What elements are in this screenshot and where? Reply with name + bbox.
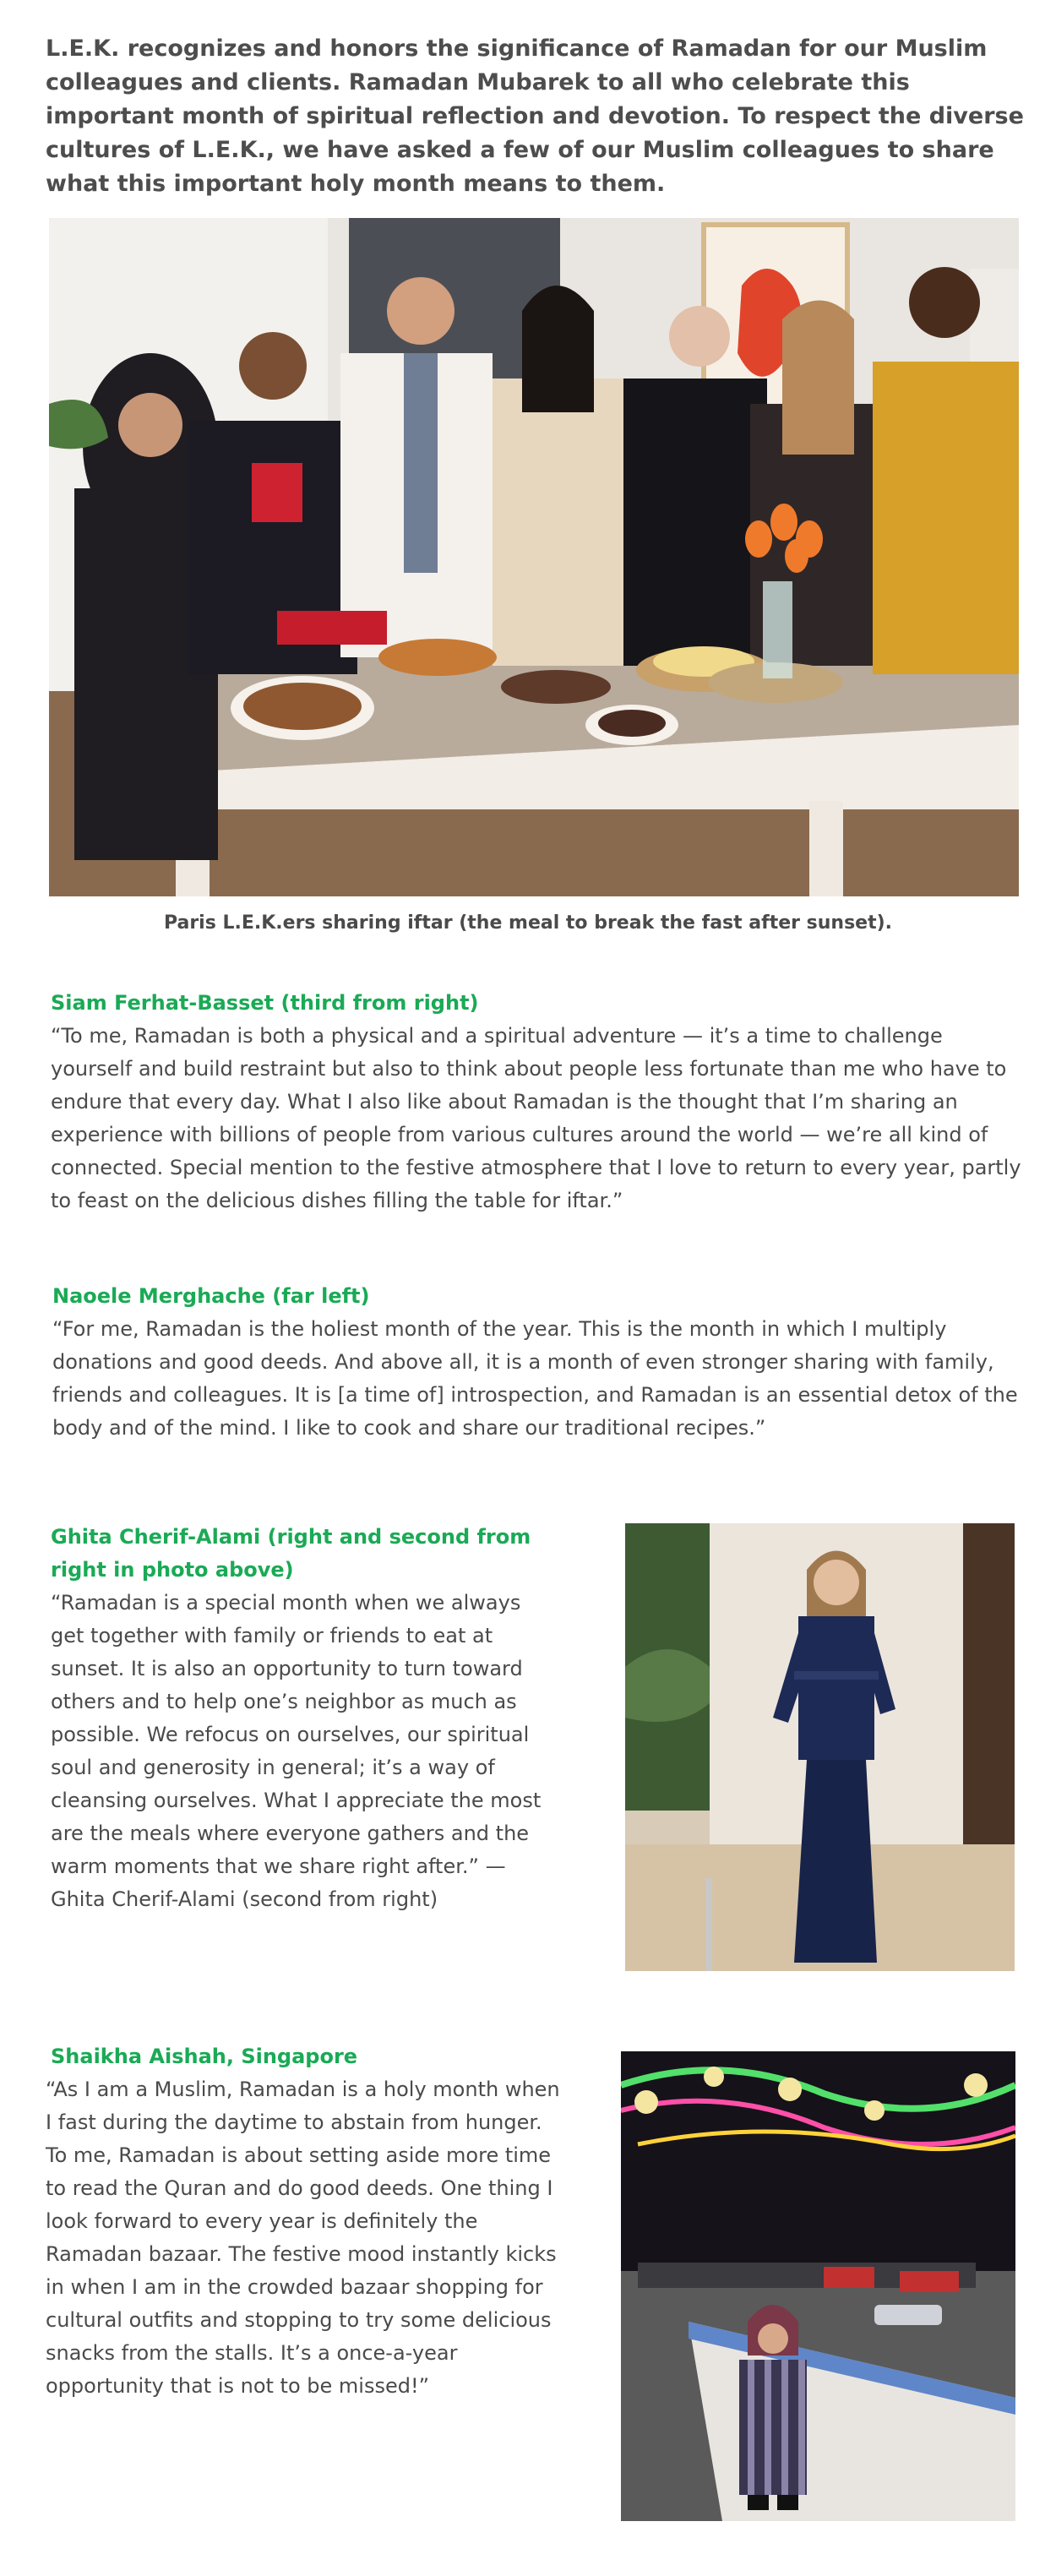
colleague-name-ghita: Ghita Cherif-Alami (right and second from right in photo above) [51, 1525, 531, 1582]
colleague-quote-ghita [51, 1587, 558, 1916]
quote-text: “For me, Ramadan is the holiest month of the year. This is the month in which I multiply donations and good deeds. And above all, it is a month of even stronger sharing with family, friends and colleagues. It is [a time of] introspection, and Ramadan is an essential detox of the body and of the mind. I like to cook and share our traditional recipes.” [52, 1317, 1018, 1440]
colleague-name-siam: Siam Ferhat-Basset (third from right) [51, 991, 479, 1015]
quote-text: “Ramadan is a special month when we always get together with family or friends to eat at sunset. It is also an opportunity to turn toward others and to help one’s neighbor as much as possible. We refocus on ourselves, our spiritual soul and generosity in general; it’s a way of cleansing ourselves. What I appreciate the most are the meals where everyone gathers and the warm moments that we share right after.” — Ghita Cherif-Alami (second from right) [51, 1591, 542, 1911]
group-iftar-photo [49, 218, 1019, 896]
quote-text: “To me, Ramadan is both a physical and a spiritual adventure — it’s a time to challenge yourself and build restraint but also to think about people less fortunate than me who have to endure that every day. What I also like about Ramadan is the thought that I’m sharing an experience with billions of people from various cultures around the world — we’re all kind of connected. Special mention to the festive atmosphere that I love to return to every year, partly to feast on the delicious dishes filling the table for iftar.” [51, 1024, 1021, 1212]
colleague-quote-aishah [46, 2073, 565, 2403]
intro-paragraph: L.E.K. recognizes and honors the significance of Ramadan for our Muslim colleagues and clients. Ramadan Mubarek to all who celebrate this important month of spiritual reflection and devotion. To respect the diverse cultures of L.E.K., we have asked a few of our Muslim colleagues to share what this important holy month means to them. [46, 35, 1024, 197]
ghita-portrait-photo [625, 1523, 1015, 1971]
colleague-quote-naoele [52, 1313, 1024, 1445]
colleague-quote-siam [51, 1020, 1022, 1217]
colleague-name-naoele: Naoele Merghache (far left) [52, 1284, 370, 1308]
colleague-name-aishah: Shaikha Aishah, Singapore [51, 2045, 358, 2068]
quote-text: “As I am a Muslim, Ramadan is a holy month when I fast during the daytime to abstain from hunger. To me, Ramadan is about setting aside more time to read the Quran and do good deeds. One thing I look forward to every year is definitely the Ramadan bazaar. The festive mood instantly kicks in when I am in the crowded bazaar shopping for cultural outfits and stopping to try some delicious snacks from the stalls. It’s a once-a-year opportunity that is not to be missed!” [46, 2078, 560, 2398]
ramadan-bazaar-photo [621, 2051, 1015, 2521]
photo-caption: Paris L.E.K.ers sharing iftar (the meal to break the fast after sunset). [163, 912, 893, 934]
